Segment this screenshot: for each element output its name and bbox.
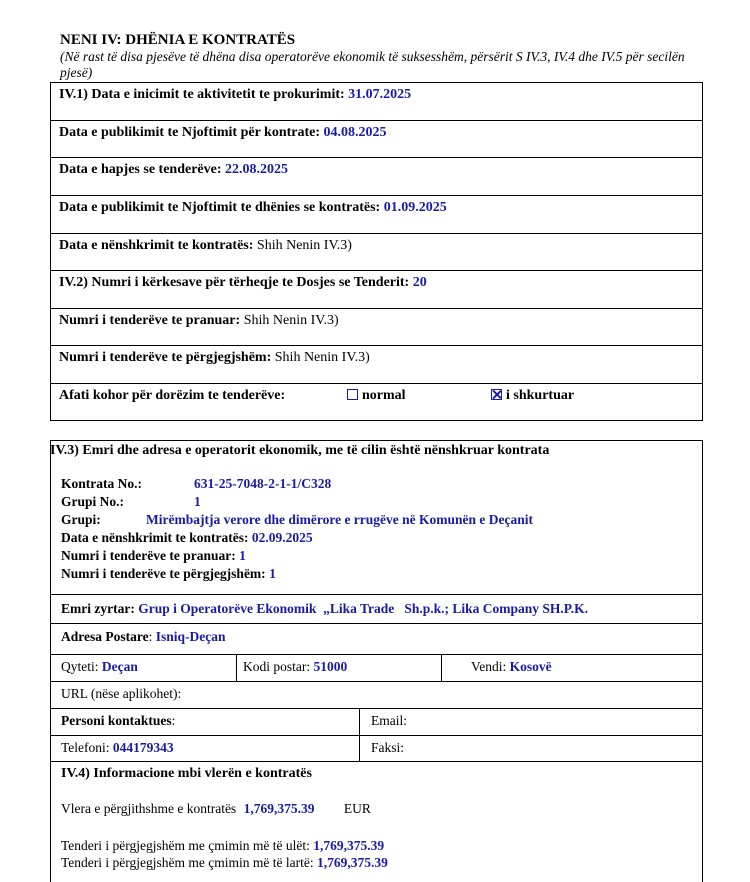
divider: [441, 654, 442, 681]
tenders-received-value: Shih Nenin IV.3): [243, 313, 339, 328]
country-cell: [471, 659, 552, 675]
checked-checkbox-icon: [491, 389, 502, 400]
initiation-date-value: 31.07.2025: [348, 87, 412, 102]
postal-code-value: 51000: [313, 659, 348, 674]
group-label: Grupi:: [61, 512, 101, 527]
row-submission-deadline: [51, 384, 702, 422]
deadline-normal-label: normal: [362, 388, 406, 403]
contract-tenders-responsive-value: 1: [269, 566, 276, 581]
divider: [51, 681, 702, 682]
initiation-date-label: IV.1) Data e inicimit te aktivitetit te prokurimit:: [59, 87, 345, 102]
row-signing-date: [51, 234, 702, 271]
phone-value: 044179343: [112, 740, 174, 755]
contractor-box: [50, 440, 703, 882]
contract-tenders-received-value: 1: [239, 548, 246, 563]
contract-sign-date: [61, 530, 313, 546]
city-cell: [61, 659, 138, 675]
signing-date-value: Shih Nenin IV.3): [256, 238, 352, 253]
deadline-short-option[interactable]: [491, 388, 574, 404]
highest-price-value: 1,769,375.39: [316, 855, 388, 870]
contract-tenders-responsive-label: Numri i tenderëve te përgjegjshëm:: [61, 566, 266, 581]
contract-sign-date-value: 02.09.2025: [251, 530, 313, 545]
divider: [51, 594, 702, 595]
city-label: Qyteti:: [61, 659, 99, 674]
postal-address-row: Adresa Postare: Isniq-Deçan: [61, 629, 226, 644]
dossier-requests-label: IV.2) Numri i kërkesave për tërheqje te Dosjes se Tenderit:: [59, 275, 410, 290]
row-dossier-requests: [51, 271, 702, 309]
contact-person-label: Personi kontaktues: [61, 713, 172, 728]
signing-date-label: Data e nënshkrimit te kontratës:: [59, 238, 254, 253]
postal-address-label: Adresa Postare: [61, 629, 149, 644]
award-publication-value: 01.09.2025: [383, 200, 447, 215]
section-title: NENI IV: DHËNIA E KONTRATËS: [60, 32, 296, 48]
total-value-label: Vlera e përgjithshme e kontratës: [61, 801, 237, 816]
group-value: Mirëmbajtja verore dhe dimërore e rrugëve në Komunën e Deçanit: [146, 512, 534, 527]
official-name-label: Emri zyrtar:: [61, 601, 135, 616]
total-value-row: [61, 801, 371, 817]
contract-no-value: 631-25-7048-2-1-1/C328: [194, 476, 332, 491]
city-value: Deçan: [101, 659, 138, 674]
deadline-normal-option[interactable]: [347, 388, 406, 404]
country-value: Kosovë: [509, 659, 552, 674]
dossier-requests-value: 20: [412, 275, 427, 290]
contract-tenders-received: [61, 548, 246, 564]
official-name-row: [61, 601, 588, 617]
tenders-responsive-label: Numri i tenderëve te përgjegjshëm:: [59, 350, 272, 365]
divider: [51, 623, 702, 624]
award-publication-label: Data e publikimit te Njoftimit te dhënies se kontratës:: [59, 200, 381, 215]
contract-sign-date-label: Data e nënshkrimit te kontratës:: [61, 530, 249, 545]
row-tenders-received: [51, 309, 702, 346]
unchecked-checkbox-icon: [347, 389, 358, 400]
lowest-price-label: Tenderi i përgjegjshëm me çmimin më të ulët:: [61, 838, 310, 853]
lowest-price-value: 1,769,375.39: [313, 838, 385, 853]
highest-price-label: Tenderi i përgjegjshëm me çmimin më të lartë:: [61, 855, 314, 870]
divider: [51, 654, 702, 655]
postal-code-label: Kodi postar:: [243, 659, 311, 674]
official-name-value: Grup i Operatorëve Ekonomik „Lika Trade Sh.p.k.; Lika Company SH.P.K.: [138, 601, 589, 616]
email-label: Email:: [371, 713, 407, 728]
row-notice-publication: [51, 121, 702, 158]
country-label: Vendi:: [471, 659, 507, 674]
tenders-responsive-value: Shih Nenin IV.3): [274, 350, 370, 365]
contract-value-heading: IV.4) Informacione mbi vlerën e kontratës: [61, 766, 312, 781]
row-tenders-responsive: [51, 346, 702, 384]
url-label: URL (nëse aplikohet):: [61, 686, 182, 701]
row-award-publication: [51, 196, 702, 234]
fax-label: Faksi:: [371, 740, 405, 755]
divider: [51, 708, 702, 709]
divider: [51, 761, 702, 762]
notice-publication-label: Data e publikimit te Njoftimit për kontrate:: [59, 125, 321, 140]
notice-publication-value: 04.08.2025: [323, 125, 387, 140]
divider: [236, 654, 237, 681]
total-value-currency: EUR: [343, 801, 371, 816]
procurement-dates-box: [50, 82, 703, 421]
opening-date-label: Data e hapjes se tenderëve: [59, 162, 217, 177]
submission-deadline-label: Afati kohor për dorëzim te tenderëve:: [59, 388, 286, 403]
contractor-heading: IV.3) Emri dhe adresa e operatorit ekonomik, me të cilin është nënshkruar kontrata: [50, 443, 550, 458]
lowest-price-row: [61, 838, 384, 854]
contact-person-cell: Personi kontaktues:: [61, 713, 176, 728]
divider: [51, 735, 702, 736]
postal-code-cell: [243, 659, 347, 675]
row-initiation-date: [51, 83, 702, 121]
group-no-label: Grupi No.:: [61, 494, 125, 509]
tenders-received-label: Numri i tenderëve te pranuar:: [59, 313, 241, 328]
opening-date-value: 22.08.2025: [225, 162, 289, 177]
contract-no-label: Kontrata No.:: [61, 476, 142, 491]
group-no-value: 1: [194, 494, 201, 509]
phone-label: Telefoni:: [61, 740, 110, 755]
contract-tenders-received-label: Numri i tenderëve te pranuar:: [61, 548, 236, 563]
phone-cell: [61, 740, 174, 756]
deadline-short-label: i shkurtuar: [506, 388, 575, 403]
contract-tenders-responsive: [61, 566, 276, 582]
postal-address-value: Isniq-Deçan: [155, 629, 226, 644]
total-value-amount: 1,769,375.39: [243, 801, 315, 816]
row-opening-date: Data e hapjes se tenderëve: 22.08.2025: [51, 158, 702, 196]
highest-price-row: [61, 855, 388, 871]
section-note: (Në rast të disa pjesëve të dhëna disa operatorëve ekonomik të suksesshëm, përsërit S IV.3, IV.4 dhe IV.5 për secilën pjesë): [60, 49, 685, 80]
